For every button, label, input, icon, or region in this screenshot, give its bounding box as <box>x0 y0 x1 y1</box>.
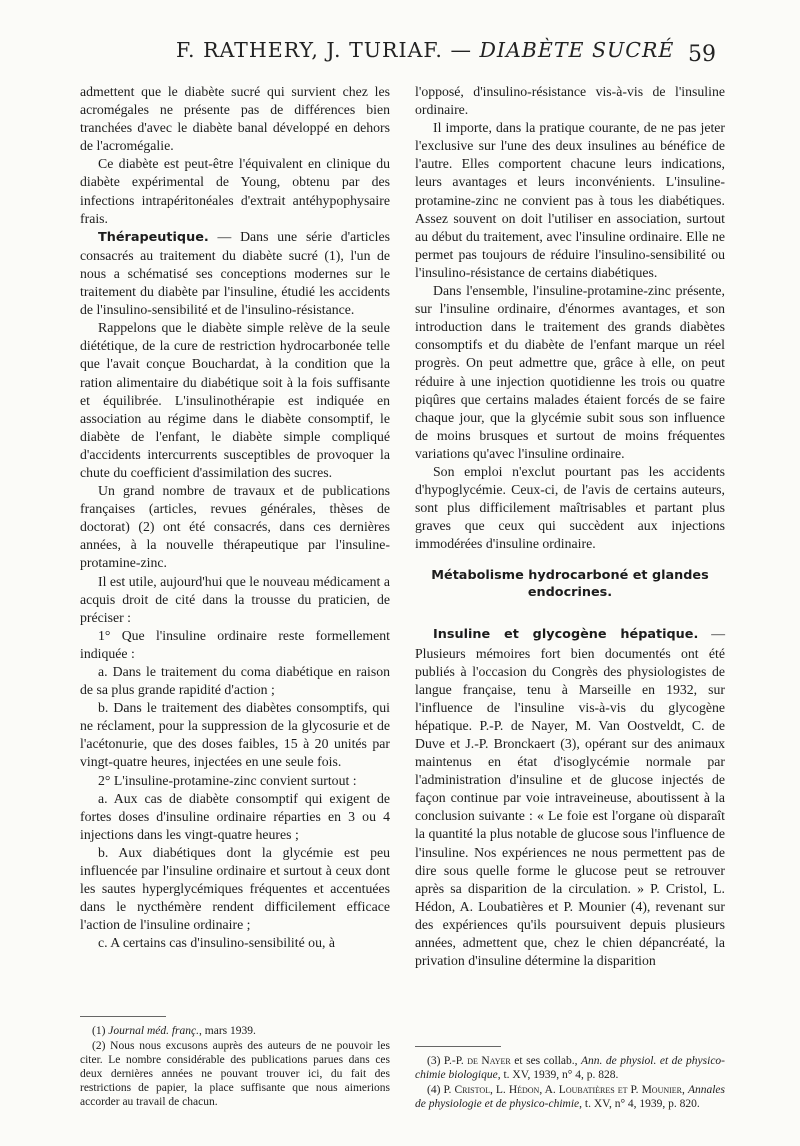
footnote-rest: , t. XV, 1939, n° 4, p. 828. <box>497 1069 619 1081</box>
footnote-rule-left <box>80 1016 166 1017</box>
run-in-heading: Thérapeutique. <box>98 229 209 245</box>
header-separator: — <box>442 38 480 62</box>
paragraph: Il est utile, aujourd'hui que le nouveau médicament a acquis droit de cité dans la trousse du praticien, de préciser : <box>80 573 390 625</box>
paragraph: Un grand nombre de travaux et de publications françaises (articles, revues générales, thèses de doctorat) (2) ont été consacrés, dans ces dernières années, à la nouvelle thérapeutique par l'insuline-protamine-zinc. <box>80 483 390 571</box>
section-heading: Métabolisme hydrocarboné et glandes endocrines. <box>431 568 709 601</box>
list-item: 1° Que l'insuline ordinaire reste formellement indiquée : <box>80 627 390 661</box>
footnote <box>415 1054 725 1082</box>
footnote-number: (1) <box>92 1025 109 1037</box>
footnote-authors: P. Cristol, L. Hédon, A. Loubatières et P. Mounier <box>443 1084 683 1096</box>
footnote-number: (3) <box>427 1055 444 1067</box>
paragraph-text: — Plusieurs mémoires fort bien documentés ont été publiés à l'occasion du Congrès des physiologistes de langue française, tenu à Marseille en 1932, sur l'influence de l'insuline vis-à-vis du glycogène hépatique. P.-P. de Nayer, M. Van Oostveldt, C. de Duve et J.-P. Bronckaert (3), opérant sur des animaux maintenus en état d'isoglycémie normale par l'administration d'insuline et de glucose injectés de façon continue par voie intraveineuse, aboutissent à la conclusion suivante : « Le foie est l'organe où disparaît la quantité la plus notable de glucose sous l'influence de l'insuline. Nos expériences ne nous permettent pas de dire sous quelle forme le glucose peut se retrouver après sa disparition de la circulation. » P. Cristol, L. Hédon, A. Loubatières et P. Mounier (4), revenant sur des expériences qu'ils poursuivent depuis plusieurs années, admettent que, chez le chien dépancréaté, la privation d'insuline détermine la disparition <box>415 626 725 969</box>
footnote-number: (4) <box>427 1084 444 1096</box>
footnote-rest: , t. XV, n° 4, 1939, p. 820. <box>579 1098 700 1110</box>
footnote-journal: Annales de physiologie et de physico-chimie <box>415 1084 725 1110</box>
list-item: a. Aux cas de diabète consomptif qui exigent de fortes doses d'insuline ordinaire réparties en 3 ou 4 injections dans les vingt-quatre heures ; <box>80 790 390 842</box>
paragraph: Son emploi n'exclut pourtant pas les accidents d'hypoglycémie. Ceux-ci, de l'avis de certains auteurs, sont plus difficilement maîtrisables et partant plus graves que ceux qui succèdent aux injections immodérées d'insuline ordinaire. <box>415 463 725 552</box>
page-number: 59 <box>688 42 716 67</box>
footnote-mid: , <box>682 1084 688 1096</box>
footnote-authors: P.-P. de Nayer <box>443 1055 511 1067</box>
paragraph: l'opposé, d'insulino-résistance vis-à-vis de l'insuline ordinaire. <box>415 84 725 118</box>
list-item: c. A certains cas d'insulino-sensibilité ou, à <box>98 935 335 951</box>
paragraph-therapeutique <box>80 228 390 319</box>
run-in-heading: Insuline et glycogène hépatique. <box>433 627 699 643</box>
paragraph: Ce diabète est peut-être l'équivalent en clinique du diabète expérimental de Young, obtenu par des infections intrapéritonéales d'extrait antéhypophysaire frais. <box>80 156 390 226</box>
paragraph: Rappelons que le diabète simple relève de la seule diététique, de la cure de restriction hydrocarbonée telle que l'avait conçue Bouchardat, à la condition que la ration alimentaire du diabétique soit à la fois suffisante et équilibrée. L'insulinothérapie est indiquée en association au régime dans le diabète consomptif, le diabète de l'enfant, le diabète simple compliqué d'accidents intercurrents susceptibles de provoquer la chute du coefficient d'assimilation des sucres. <box>80 320 390 480</box>
paragraph-text: — Dans une série d'articles consacrés au traitement du diabète sucré (1), l'un de nous a schématisé ses conceptions modernes sur le traitement du diabète par l'insuline, étudié les accidents de l'insulino-sensibilité et de l'insulino-résistance. <box>80 228 390 318</box>
list-item: b. Dans le traitement des diabètes consomptifs, qui ne réclament, pour la suppression de la glycosurie et de l'acétonurie, que des doses faibles, 15 à 20 unités par vingt-quatre heures, injectées en une seule fois. <box>80 700 390 770</box>
list-item: a. Dans le traitement du coma diabétique en raison de sa plus grande rapidité d'action ; <box>80 664 390 698</box>
header-title: DIABÈTE SUCRÉ <box>479 38 675 62</box>
footnotes-left <box>80 1024 390 1110</box>
paragraph-insuline <box>415 625 725 970</box>
footnote: (2) Nous nous excusons auprès des auteurs de ne pouvoir les citer. Le nombre considérable des publications parues dans ces deux dernières années ne pouvant trouver ici, du fait des restrictions de papier, la place suffisante que nous aimerions accorder au travail de chacun. <box>80 1040 390 1108</box>
footnote-journal: Journal méd. franç. <box>108 1025 200 1037</box>
footnote-rule-right <box>415 1046 501 1047</box>
footnote-mid: et ses collab., <box>510 1055 582 1067</box>
footnote <box>80 1024 390 1038</box>
list-item: b. Aux diabétiques dont la glycémie est peu influencée par l'insuline ordinaire et surtout à ceux dont les sautes hyperglycémiques fréquentes et accentuées dans le nycthémère rendent difficilement efficace l'action de l'insuline ordinaire ; <box>80 844 390 933</box>
running-head <box>176 38 674 62</box>
footnote-journal: Ann. de physiol. et de physico-chimie biologique <box>415 1055 726 1081</box>
left-column <box>80 83 390 953</box>
right-column <box>415 83 725 970</box>
running-header <box>0 38 800 78</box>
footnote <box>415 1083 725 1111</box>
list-item: 2° L'insuline-protamine-zinc convient surtout : <box>98 772 357 788</box>
paragraph: Dans l'ensemble, l'insuline-protamine-zinc présente, sur l'insuline ordinaire, d'énormes avantages, et son introduction dans le traitement des grands diabètes consomptifs et du diabète de l'enfant marque un réel progrès. On peut admettre que, grâce à elle, on peut réduire à une injection quotidienne les trois ou quatre piqûres que certains malades étaient forcés de se faire chaque jour, que la glycémie subit sous son influence de moins brusques et surtout de moins fréquentes variations qu'avec l'insuline ordinaire. <box>415 283 725 461</box>
footnotes-right <box>415 1054 725 1112</box>
paragraph: Il importe, dans la pratique courante, de ne pas jeter l'exclusive sur l'une des deux insulines au bénéfice de l'autre. Elles comportent chacune leurs indications, leurs avantages et leurs inconvénients. L'insuline-protamine-zinc ne convient pas à tous les diabétiques. Assez souvent on doit l'utiliser en association, surtout au début du traitement, avec l'insuline ordinaire. Elle ne permet pas toujours de réduire l'insulino-sensibilité ou l'insulino-résistance de certains diabétiques. <box>415 120 725 280</box>
footnote-rest: , mars 1939. <box>199 1025 256 1037</box>
header-authors: F. RATHERY, J. TURIAF. <box>176 38 443 62</box>
paragraph: admettent que le diabète sucré qui survient chez les acromégales ne présente pas de différences bien tranchées d'avec le diabète banal développé en dehors de l'acromégalie. <box>80 84 390 154</box>
